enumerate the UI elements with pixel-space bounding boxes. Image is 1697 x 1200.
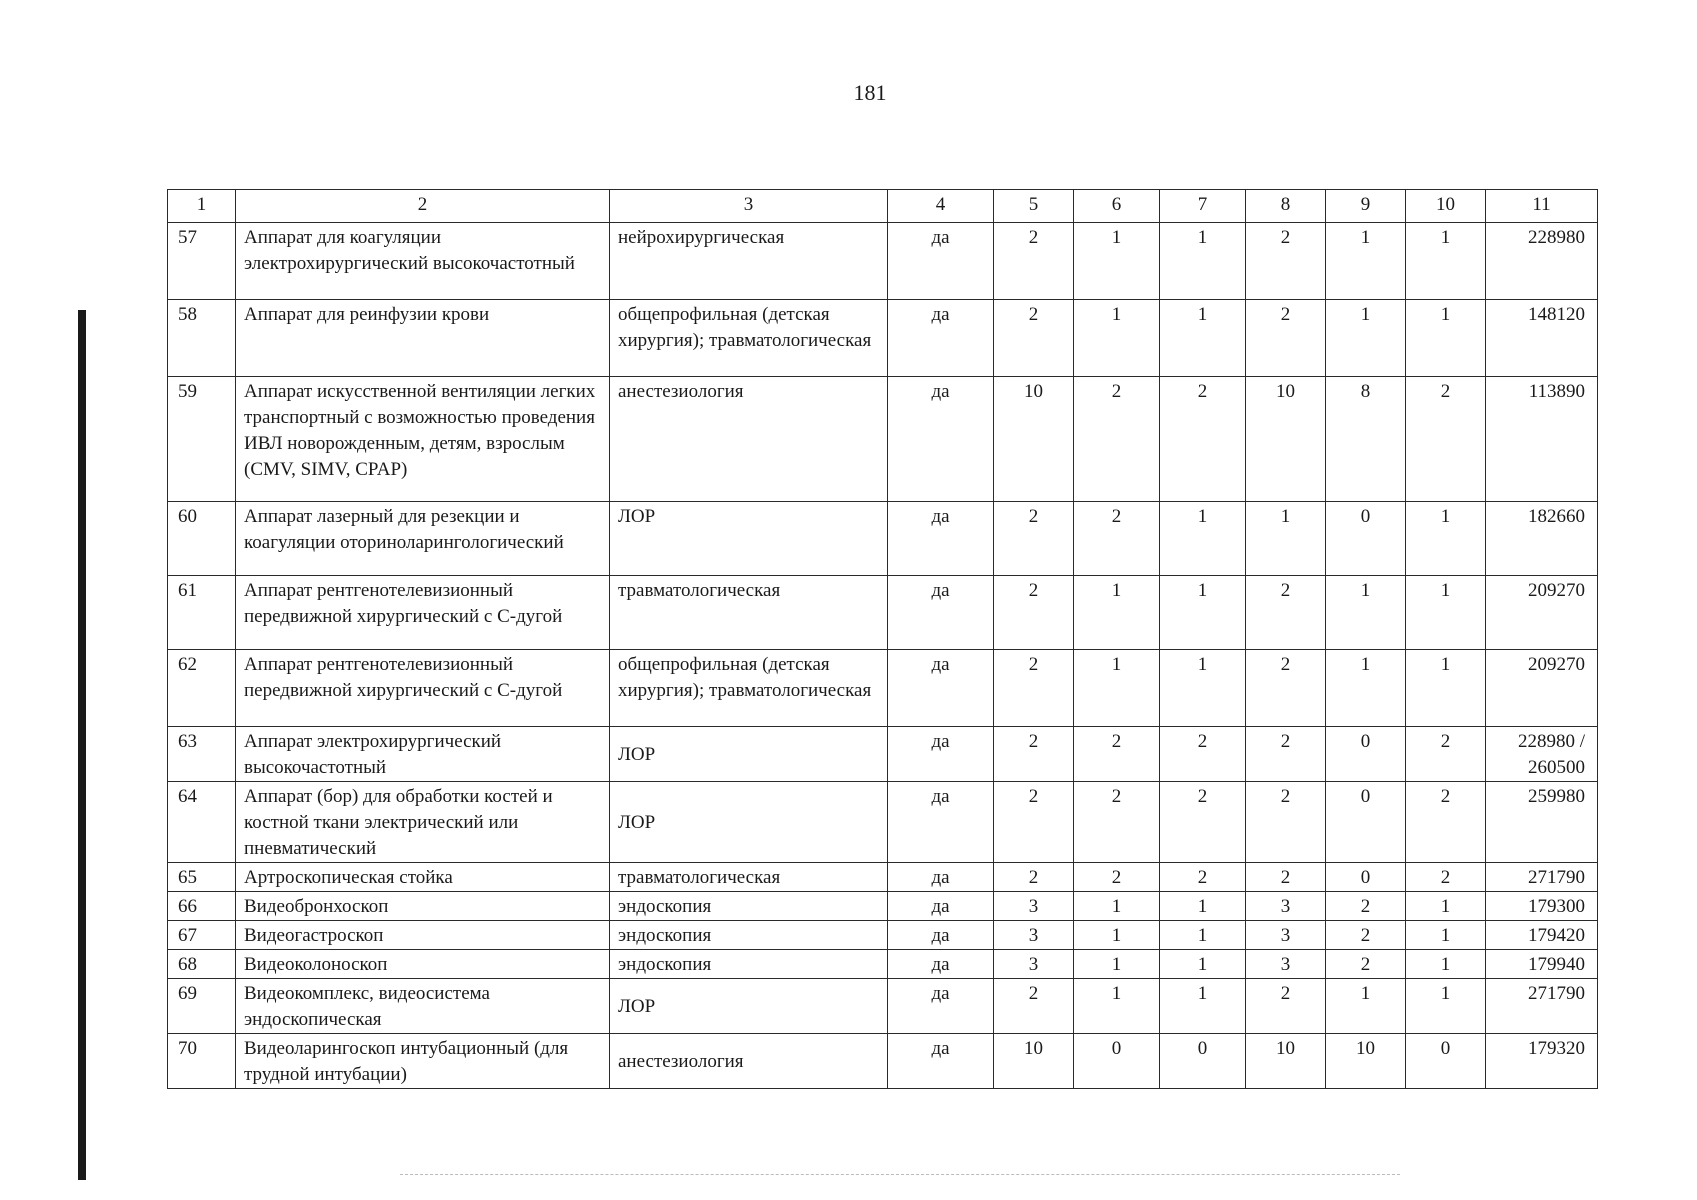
cell-col-6: 1 [1074, 223, 1160, 300]
cell-col-6: 1 [1074, 892, 1160, 921]
cell-col-5: 10 [994, 377, 1074, 502]
cell-col-5: 3 [994, 950, 1074, 979]
cell-col-7: 2 [1160, 727, 1246, 782]
cell-col-6: 2 [1074, 782, 1160, 863]
profile: ЛОР [610, 979, 888, 1034]
row-number: 65 [168, 863, 236, 892]
profile: нейрохирургическая [610, 223, 888, 300]
cell-col-10: 1 [1406, 300, 1486, 377]
equipment-name: Аппарат рентгенотелевизионный передвижной хирургический с С-дугой [236, 576, 610, 650]
row-number: 70 [168, 1034, 236, 1089]
cell-col-9: 2 [1326, 950, 1406, 979]
cell-col-6: 1 [1074, 979, 1160, 1034]
cell-col-8: 2 [1246, 650, 1326, 727]
cell-col-5: 2 [994, 650, 1074, 727]
cell-col-5: 10 [994, 1034, 1074, 1089]
column-header: 11 [1486, 190, 1598, 223]
cell-col-9: 1 [1326, 576, 1406, 650]
equipment-name: Видеогастроскоп [236, 921, 610, 950]
column-header: 2 [236, 190, 610, 223]
cell-col-10: 1 [1406, 979, 1486, 1034]
cell-col-6: 1 [1074, 650, 1160, 727]
cell-col-8: 10 [1246, 1034, 1326, 1089]
profile: ЛОР [610, 502, 888, 576]
cell-col-6: 1 [1074, 300, 1160, 377]
cell-col-5: 3 [994, 892, 1074, 921]
cell-col-4: да [888, 950, 994, 979]
cell-col-7: 1 [1160, 300, 1246, 377]
cell-col-10: 1 [1406, 650, 1486, 727]
cell-col-5: 3 [994, 921, 1074, 950]
profile: общепрофильная (детская хирургия); травматологическая [610, 300, 888, 377]
table-row [168, 502, 1598, 576]
row-number: 62 [168, 650, 236, 727]
scan-noise-line [400, 1174, 1400, 1176]
cell-col-9: 1 [1326, 223, 1406, 300]
cell-col-4: да [888, 892, 994, 921]
profile: общепрофильная (детская хирургия); травматологическая [610, 650, 888, 727]
cell-col-8: 2 [1246, 979, 1326, 1034]
cell-col-5: 2 [994, 863, 1074, 892]
cell-col-4: да [888, 782, 994, 863]
row-number: 68 [168, 950, 236, 979]
cell-col-11-price: 179320 [1486, 1034, 1598, 1089]
row-number: 66 [168, 892, 236, 921]
cell-col-6: 2 [1074, 502, 1160, 576]
cell-col-9: 8 [1326, 377, 1406, 502]
row-number: 57 [168, 223, 236, 300]
cell-col-5: 2 [994, 979, 1074, 1034]
cell-col-4: да [888, 1034, 994, 1089]
column-header: 9 [1326, 190, 1406, 223]
cell-col-8: 2 [1246, 223, 1326, 300]
cell-col-7: 2 [1160, 377, 1246, 502]
cell-col-7: 0 [1160, 1034, 1246, 1089]
cell-col-4: да [888, 576, 994, 650]
cell-col-8: 2 [1246, 576, 1326, 650]
cell-col-10: 2 [1406, 863, 1486, 892]
table-row [168, 1034, 1598, 1089]
cell-col-9: 1 [1326, 300, 1406, 377]
profile: ЛОР [610, 727, 888, 782]
cell-col-7: 2 [1160, 863, 1246, 892]
page-number: 181 [853, 80, 887, 105]
scan-edge-shadow [78, 310, 86, 1180]
cell-col-5: 2 [994, 300, 1074, 377]
table-row [168, 223, 1598, 300]
equipment-name: Аппарат электрохирургический высокочастотный [236, 727, 610, 782]
row-number: 59 [168, 377, 236, 502]
cell-col-10: 1 [1406, 950, 1486, 979]
cell-col-11-price: 228980 / 260500 [1486, 727, 1598, 782]
row-number: 69 [168, 979, 236, 1034]
cell-col-8: 1 [1246, 502, 1326, 576]
cell-col-11-price: 113890 [1486, 377, 1598, 502]
cell-col-11-price: 182660 [1486, 502, 1598, 576]
column-header: 6 [1074, 190, 1160, 223]
cell-col-9: 1 [1326, 979, 1406, 1034]
cell-col-7: 2 [1160, 782, 1246, 863]
cell-col-10: 1 [1406, 892, 1486, 921]
column-header: 10 [1406, 190, 1486, 223]
cell-col-5: 2 [994, 502, 1074, 576]
table-row [168, 727, 1598, 782]
column-header: 3 [610, 190, 888, 223]
cell-col-6: 2 [1074, 377, 1160, 502]
cell-col-10: 2 [1406, 377, 1486, 502]
cell-col-9: 0 [1326, 863, 1406, 892]
cell-col-11-price: 259980 [1486, 782, 1598, 863]
equipment-table [167, 189, 1598, 1089]
cell-col-11-price: 209270 [1486, 650, 1598, 727]
profile: анестезиология [610, 377, 888, 502]
cell-col-4: да [888, 223, 994, 300]
table-row [168, 892, 1598, 921]
cell-col-10: 0 [1406, 1034, 1486, 1089]
cell-col-8: 2 [1246, 727, 1326, 782]
equipment-name: Видеобронхоскоп [236, 892, 610, 921]
cell-col-8: 3 [1246, 921, 1326, 950]
cell-col-7: 1 [1160, 502, 1246, 576]
cell-col-10: 2 [1406, 782, 1486, 863]
column-header: 7 [1160, 190, 1246, 223]
cell-col-10: 1 [1406, 921, 1486, 950]
profile: травматологическая [610, 576, 888, 650]
cell-col-7: 1 [1160, 576, 1246, 650]
cell-col-8: 3 [1246, 892, 1326, 921]
row-number: 63 [168, 727, 236, 782]
column-header: 5 [994, 190, 1074, 223]
cell-col-9: 0 [1326, 727, 1406, 782]
cell-col-11-price: 179300 [1486, 892, 1598, 921]
cell-col-10: 1 [1406, 576, 1486, 650]
table-row [168, 979, 1598, 1034]
table-row [168, 921, 1598, 950]
cell-col-8: 3 [1246, 950, 1326, 979]
cell-col-6: 1 [1074, 921, 1160, 950]
cell-col-9: 0 [1326, 782, 1406, 863]
cell-col-4: да [888, 727, 994, 782]
table-row [168, 576, 1598, 650]
row-number: 58 [168, 300, 236, 377]
cell-col-5: 2 [994, 727, 1074, 782]
profile: ЛОР [610, 782, 888, 863]
cell-col-4: да [888, 921, 994, 950]
cell-col-11-price: 271790 [1486, 863, 1598, 892]
cell-col-8: 2 [1246, 782, 1326, 863]
profile: эндоскопия [610, 921, 888, 950]
cell-col-10: 1 [1406, 502, 1486, 576]
cell-col-8: 2 [1246, 863, 1326, 892]
profile: эндоскопия [610, 950, 888, 979]
cell-col-7: 1 [1160, 921, 1246, 950]
cell-col-11-price: 228980 [1486, 223, 1598, 300]
equipment-name: Видеоларингоскоп интубационный (для трудной интубации) [236, 1034, 610, 1089]
cell-col-6: 1 [1074, 950, 1160, 979]
profile: травматологическая [610, 863, 888, 892]
equipment-name: Видеокомплекс, видеосистема эндоскопическая [236, 979, 610, 1034]
equipment-name: Артроскопическая стойка [236, 863, 610, 892]
cell-col-6: 2 [1074, 727, 1160, 782]
cell-col-11-price: 148120 [1486, 300, 1598, 377]
equipment-name: Видеоколоноскоп [236, 950, 610, 979]
cell-col-9: 1 [1326, 650, 1406, 727]
cell-col-7: 1 [1160, 950, 1246, 979]
table-header-row [168, 190, 1598, 223]
row-number: 60 [168, 502, 236, 576]
equipment-name: Аппарат лазерный для резекции и коагуляции оториноларингологический [236, 502, 610, 576]
column-header: 4 [888, 190, 994, 223]
cell-col-11-price: 179420 [1486, 921, 1598, 950]
table-row [168, 863, 1598, 892]
cell-col-4: да [888, 863, 994, 892]
equipment-name: Аппарат (бор) для обработки костей и костной ткани электрический или пневматический [236, 782, 610, 863]
cell-col-7: 1 [1160, 650, 1246, 727]
cell-col-7: 1 [1160, 223, 1246, 300]
cell-col-7: 1 [1160, 979, 1246, 1034]
row-number: 61 [168, 576, 236, 650]
cell-col-11-price: 209270 [1486, 576, 1598, 650]
profile: эндоскопия [610, 892, 888, 921]
cell-col-11-price: 179940 [1486, 950, 1598, 979]
column-header: 1 [168, 190, 236, 223]
table-row [168, 377, 1598, 502]
cell-col-5: 2 [994, 576, 1074, 650]
cell-col-6: 0 [1074, 1034, 1160, 1089]
row-number: 64 [168, 782, 236, 863]
cell-col-11-price: 271790 [1486, 979, 1598, 1034]
cell-col-8: 2 [1246, 300, 1326, 377]
profile: анестезиология [610, 1034, 888, 1089]
table-row [168, 950, 1598, 979]
row-number: 67 [168, 921, 236, 950]
cell-col-9: 2 [1326, 892, 1406, 921]
table-row [168, 300, 1598, 377]
cell-col-4: да [888, 979, 994, 1034]
cell-col-5: 2 [994, 223, 1074, 300]
cell-col-10: 2 [1406, 727, 1486, 782]
cell-col-6: 2 [1074, 863, 1160, 892]
cell-col-6: 1 [1074, 576, 1160, 650]
table-row [168, 650, 1598, 727]
equipment-name: Аппарат для реинфузии крови [236, 300, 610, 377]
equipment-name: Аппарат рентгенотелевизионный передвижной хирургический с С-дугой [236, 650, 610, 727]
cell-col-10: 1 [1406, 223, 1486, 300]
equipment-name: Аппарат для коагуляции электрохирургический высокочастотный [236, 223, 610, 300]
column-header: 8 [1246, 190, 1326, 223]
cell-col-5: 2 [994, 782, 1074, 863]
cell-col-9: 2 [1326, 921, 1406, 950]
cell-col-9: 10 [1326, 1034, 1406, 1089]
cell-col-8: 10 [1246, 377, 1326, 502]
equipment-name: Аппарат искусственной вентиляции легких транспортный с возможностью проведения ИВЛ новорожденным, детям, взрослым (CMV, SIMV, CPAP) [236, 377, 610, 502]
cell-col-4: да [888, 377, 994, 502]
table-row [168, 782, 1598, 863]
cell-col-7: 1 [1160, 892, 1246, 921]
cell-col-9: 0 [1326, 502, 1406, 576]
cell-col-4: да [888, 650, 994, 727]
cell-col-4: да [888, 502, 994, 576]
cell-col-4: да [888, 300, 994, 377]
